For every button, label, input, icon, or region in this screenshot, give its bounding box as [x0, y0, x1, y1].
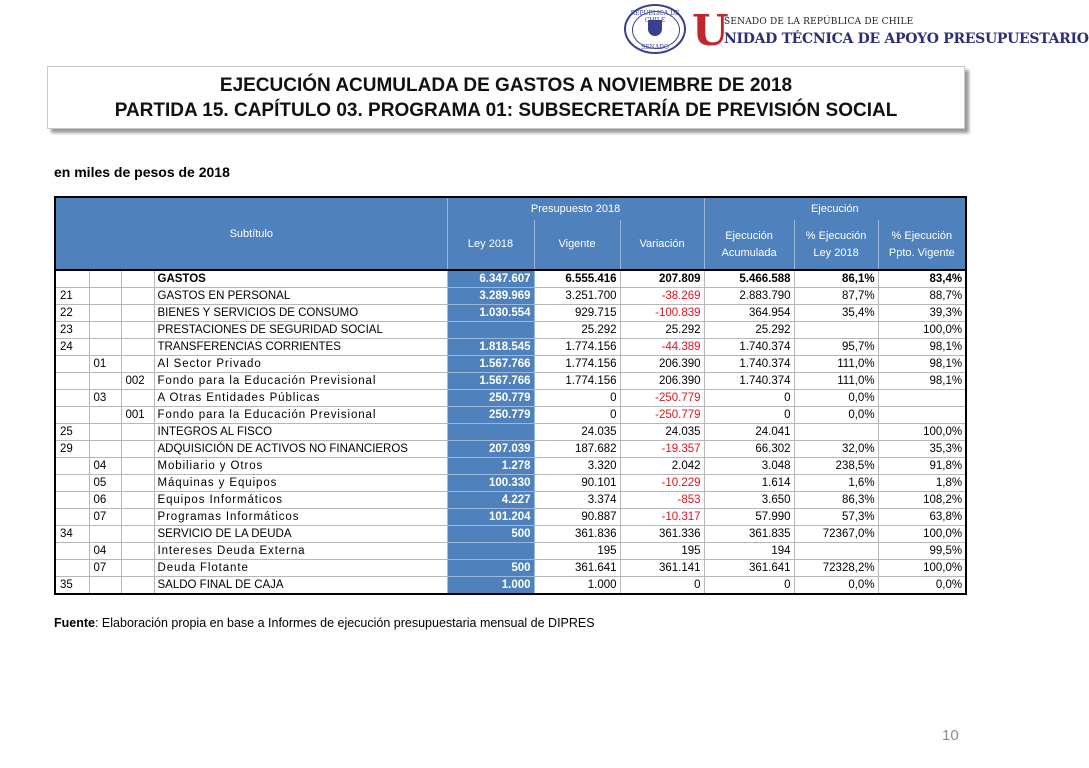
cell-name: GASTOS — [154, 270, 447, 288]
table-row — [55, 560, 966, 577]
cell-ejec: 66.302 — [704, 441, 794, 458]
cell-c3 — [121, 288, 154, 305]
table-row — [55, 424, 966, 441]
cell-c1: 25 — [55, 424, 89, 441]
cell-c3 — [121, 458, 154, 475]
cell-ley — [447, 424, 534, 441]
cell-pct-vig: 35,3% — [878, 441, 966, 458]
cell-c2: 04 — [89, 458, 121, 475]
cell-c1: 35 — [55, 577, 89, 595]
cell-variacion: 361.336 — [620, 526, 704, 543]
cell-pct-vig: 100,0% — [878, 526, 966, 543]
cell-vigente: 361.641 — [534, 560, 620, 577]
cell-variacion: 24.035 — [620, 424, 704, 441]
cell-variacion: 2.042 — [620, 458, 704, 475]
cell-c3: 001 — [121, 407, 154, 424]
cell-variacion: 361.141 — [620, 560, 704, 577]
cell-c3 — [121, 543, 154, 560]
page-subtitle: PARTIDA 15. CAPÍTULO 03. PROGRAMA 01: SUBSECRETARÍA DE PREVISIÓN SOCIAL — [114, 100, 898, 121]
header-ejecucion: Ejecución — [704, 197, 966, 220]
cell-c2: 05 — [89, 475, 121, 492]
cell-pct-vig: 99,5% — [878, 543, 966, 560]
header-vigente: Vigente — [534, 220, 620, 270]
cell-pct-vig: 98,1% — [878, 339, 966, 356]
cell-name: Programas Informáticos — [154, 509, 447, 526]
cell-name: TRANSFERENCIAS CORRIENTES — [154, 339, 447, 356]
table-row — [55, 390, 966, 407]
cell-name: Máquinas y Equipos — [154, 475, 447, 492]
cell-pct-ley — [794, 543, 878, 560]
cell-pct-ley — [794, 424, 878, 441]
table-row — [55, 509, 966, 526]
cell-c2 — [89, 288, 121, 305]
cell-vigente: 1.774.156 — [534, 373, 620, 390]
header-pct-vigente: % Ejecución Ppto. Vigente — [878, 220, 966, 270]
cell-pct-vig: 63,8% — [878, 509, 966, 526]
table-row — [55, 577, 966, 595]
cell-ley: 250.779 — [447, 390, 534, 407]
cell-ley — [447, 322, 534, 339]
title-box — [47, 66, 965, 129]
cell-vigente: 3.251.700 — [534, 288, 620, 305]
cell-name: Deuda Flotante — [154, 560, 447, 577]
cell-name: Al Sector Privado — [154, 356, 447, 373]
table-row — [55, 475, 966, 492]
header-subtitulo: Subtítulo — [55, 197, 447, 270]
cell-c3 — [121, 509, 154, 526]
table-row — [55, 356, 966, 373]
seal-bottom-text: SENADO — [641, 44, 669, 51]
cell-c3 — [121, 577, 154, 595]
cell-ley: 100.330 — [447, 475, 534, 492]
page-title: EJECUCIÓN ACUMULADA DE GASTOS A NOVIEMBRE DE 2018 — [219, 75, 793, 96]
cell-ejec: 2.883.790 — [704, 288, 794, 305]
cell-vigente: 187.682 — [534, 441, 620, 458]
cell-ejec: 361.835 — [704, 526, 794, 543]
table-row — [55, 339, 966, 356]
table-row — [55, 526, 966, 543]
cell-c1 — [55, 407, 89, 424]
cell-c3 — [121, 441, 154, 458]
cell-vigente: 25.292 — [534, 322, 620, 339]
table-row — [55, 543, 966, 560]
cell-ejec: 194 — [704, 543, 794, 560]
cell-ley: 1.567.766 — [447, 356, 534, 373]
cell-variacion: -38.269 — [620, 288, 704, 305]
cell-c1: 22 — [55, 305, 89, 322]
cell-c3: 002 — [121, 373, 154, 390]
cell-c3 — [121, 492, 154, 509]
units-label: en miles de pesos de 2018 — [54, 164, 230, 180]
cell-ley: 3.289.969 — [447, 288, 534, 305]
cell-c1 — [55, 458, 89, 475]
cell-pct-ley: 35,4% — [794, 305, 878, 322]
cell-vigente: 3.320 — [534, 458, 620, 475]
cell-name: A Otras Entidades Públicas — [154, 390, 447, 407]
cell-ejec: 361.641 — [704, 560, 794, 577]
cell-variacion: 206.390 — [620, 373, 704, 390]
cell-name: Mobiliario y Otros — [154, 458, 447, 475]
cell-vigente: 1.774.156 — [534, 339, 620, 356]
table-row — [55, 270, 966, 288]
cell-ley: 500 — [447, 560, 534, 577]
cell-variacion: 195 — [620, 543, 704, 560]
cell-name: BIENES Y SERVICIOS DE CONSUMO — [154, 305, 447, 322]
cell-vigente: 6.555.416 — [534, 270, 620, 288]
cell-ley: 1.278 — [447, 458, 534, 475]
cell-ejec: 1.614 — [704, 475, 794, 492]
cell-c2: 01 — [89, 356, 121, 373]
cell-variacion: -250.779 — [620, 390, 704, 407]
cell-c1: 23 — [55, 322, 89, 339]
cell-c3 — [121, 424, 154, 441]
cell-c2 — [89, 305, 121, 322]
cell-c2 — [89, 270, 121, 288]
header-pct-ley: % Ejecución Ley 2018 — [794, 220, 878, 270]
cell-pct-vig — [878, 407, 966, 424]
source-text: : Elaboración propia en base a Informes de ejecución presupuestaria mensual de DIPRES — [94, 616, 595, 630]
cell-c2: 04 — [89, 543, 121, 560]
cell-c2 — [89, 526, 121, 543]
cell-variacion: -44.389 — [620, 339, 704, 356]
cell-ley: 101.204 — [447, 509, 534, 526]
source-label: Fuente — [54, 616, 95, 630]
cell-c3 — [121, 560, 154, 577]
cell-c2: 06 — [89, 492, 121, 509]
senate-seal-icon — [624, 4, 686, 54]
cell-vigente: 361.836 — [534, 526, 620, 543]
cell-pct-ley: 95,7% — [794, 339, 878, 356]
cell-c3 — [121, 322, 154, 339]
cell-vigente: 1.000 — [534, 577, 620, 595]
cell-pct-ley: 111,0% — [794, 356, 878, 373]
cell-variacion: -10.229 — [620, 475, 704, 492]
cell-variacion: -10.317 — [620, 509, 704, 526]
table-row — [55, 407, 966, 424]
cell-c3 — [121, 390, 154, 407]
cell-pct-ley: 57,3% — [794, 509, 878, 526]
cell-ley: 6.347.607 — [447, 270, 534, 288]
cell-vigente: 0 — [534, 390, 620, 407]
header-presupuesto: Presupuesto 2018 — [447, 197, 704, 220]
cell-ejec: 5.466.588 — [704, 270, 794, 288]
cell-name: SERVICIO DE LA DEUDA — [154, 526, 447, 543]
seal-top-text: REPÚBLICA DE CHILE — [630, 10, 680, 24]
cell-ley: 1.000 — [447, 577, 534, 595]
cell-ejec: 1.740.374 — [704, 339, 794, 356]
cell-ejec: 0 — [704, 390, 794, 407]
cell-c2 — [89, 407, 121, 424]
cell-ley — [447, 543, 534, 560]
cell-c2 — [89, 322, 121, 339]
cell-pct-ley: 238,5% — [794, 458, 878, 475]
cell-c3 — [121, 356, 154, 373]
cell-pct-ley: 72367,0% — [794, 526, 878, 543]
cell-ejec: 24.041 — [704, 424, 794, 441]
cell-pct-vig: 108,2% — [878, 492, 966, 509]
cell-c2: 03 — [89, 390, 121, 407]
cell-pct-ley: 87,7% — [794, 288, 878, 305]
cell-name: Fondo para la Educación Previsional — [154, 407, 447, 424]
cell-ley: 4.227 — [447, 492, 534, 509]
cell-pct-ley — [794, 322, 878, 339]
logo-line-2: NIDAD TÉCNICA DE APOYO PRESUPUESTARIO — [724, 31, 1089, 47]
table-row — [55, 492, 966, 509]
cell-pct-vig: 100,0% — [878, 560, 966, 577]
cell-c2 — [89, 424, 121, 441]
cell-pct-ley: 1,6% — [794, 475, 878, 492]
cell-c1 — [55, 475, 89, 492]
cell-c1 — [55, 560, 89, 577]
cell-ejec: 1.740.374 — [704, 373, 794, 390]
cell-ley: 500 — [447, 526, 534, 543]
cell-vigente: 929.715 — [534, 305, 620, 322]
cell-variacion: -853 — [620, 492, 704, 509]
cell-vigente: 90.101 — [534, 475, 620, 492]
cell-ejec: 1.740.374 — [704, 356, 794, 373]
cell-pct-vig: 39,3% — [878, 305, 966, 322]
cell-c2 — [89, 373, 121, 390]
cell-variacion: -100.839 — [620, 305, 704, 322]
logo-initial: U — [692, 6, 729, 55]
cell-pct-vig: 88,7% — [878, 288, 966, 305]
cell-pct-ley: 86,3% — [794, 492, 878, 509]
table-row — [55, 373, 966, 390]
cell-pct-ley: 111,0% — [794, 373, 878, 390]
cell-name: PRESTACIONES DE SEGURIDAD SOCIAL — [154, 322, 447, 339]
cell-vigente: 0 — [534, 407, 620, 424]
page-number: 10 — [942, 727, 959, 744]
cell-pct-vig: 1,8% — [878, 475, 966, 492]
cell-variacion: -19.357 — [620, 441, 704, 458]
cell-c1 — [55, 356, 89, 373]
cell-name: Intereses Deuda Externa — [154, 543, 447, 560]
cell-pct-ley: 32,0% — [794, 441, 878, 458]
cell-c1: 24 — [55, 339, 89, 356]
cell-c2 — [89, 441, 121, 458]
source-note — [54, 616, 595, 630]
cell-c1: 34 — [55, 526, 89, 543]
cell-pct-ley: 72328,2% — [794, 560, 878, 577]
header-ley: Ley 2018 — [447, 220, 534, 270]
cell-ejec: 3.650 — [704, 492, 794, 509]
cell-vigente: 195 — [534, 543, 620, 560]
table-row — [55, 288, 966, 305]
senate-logo — [624, 4, 1089, 56]
cell-pct-vig: 100,0% — [878, 322, 966, 339]
cell-ejec: 364.954 — [704, 305, 794, 322]
cell-name: ADQUISICIÓN DE ACTIVOS NO FINANCIEROS — [154, 441, 447, 458]
cell-pct-ley: 0,0% — [794, 407, 878, 424]
table-row — [55, 458, 966, 475]
table-row — [55, 441, 966, 458]
cell-c2: 07 — [89, 560, 121, 577]
cell-name: Fondo para la Educación Previsional — [154, 373, 447, 390]
cell-variacion: 207.809 — [620, 270, 704, 288]
cell-pct-ley: 86,1% — [794, 270, 878, 288]
table-body — [55, 270, 966, 594]
cell-c1 — [55, 492, 89, 509]
cell-pct-vig — [878, 390, 966, 407]
cell-c1 — [55, 390, 89, 407]
cell-c1 — [55, 543, 89, 560]
cell-vigente: 90.887 — [534, 509, 620, 526]
cell-ley: 1.567.766 — [447, 373, 534, 390]
cell-pct-vig: 91,8% — [878, 458, 966, 475]
header-ejecucion-acumulada: Ejecución Acumulada — [704, 220, 794, 270]
cell-c1 — [55, 509, 89, 526]
cell-pct-vig: 98,1% — [878, 373, 966, 390]
cell-ley: 207.039 — [447, 441, 534, 458]
cell-pct-vig: 100,0% — [878, 424, 966, 441]
cell-vigente: 3.374 — [534, 492, 620, 509]
cell-c3 — [121, 526, 154, 543]
cell-ejec: 0 — [704, 577, 794, 595]
cell-ejec: 3.048 — [704, 458, 794, 475]
cell-name: GASTOS EN PERSONAL — [154, 288, 447, 305]
cell-pct-vig: 83,4% — [878, 270, 966, 288]
cell-vigente: 24.035 — [534, 424, 620, 441]
cell-name: SALDO FINAL DE CAJA — [154, 577, 447, 595]
cell-variacion: -250.779 — [620, 407, 704, 424]
cell-name: Equipos Informáticos — [154, 492, 447, 509]
cell-c2 — [89, 339, 121, 356]
cell-c1: 29 — [55, 441, 89, 458]
cell-pct-vig: 0,0% — [878, 577, 966, 595]
cell-ejec: 57.990 — [704, 509, 794, 526]
cell-c2: 07 — [89, 509, 121, 526]
cell-c3 — [121, 270, 154, 288]
cell-variacion: 0 — [620, 577, 704, 595]
table-row — [55, 322, 966, 339]
cell-ejec: 25.292 — [704, 322, 794, 339]
cell-ley: 250.779 — [447, 407, 534, 424]
cell-variacion: 25.292 — [620, 322, 704, 339]
budget-table — [54, 196, 967, 595]
cell-c2 — [89, 577, 121, 595]
cell-ejec: 0 — [704, 407, 794, 424]
table-row — [55, 305, 966, 322]
cell-c1: 21 — [55, 288, 89, 305]
cell-c1 — [55, 270, 89, 288]
cell-variacion: 206.390 — [620, 356, 704, 373]
cell-pct-vig: 98,1% — [878, 356, 966, 373]
cell-c3 — [121, 339, 154, 356]
cell-name: INTEGROS AL FISCO — [154, 424, 447, 441]
cell-pct-ley: 0,0% — [794, 390, 878, 407]
cell-c1 — [55, 373, 89, 390]
cell-vigente: 1.774.156 — [534, 356, 620, 373]
cell-ley: 1.818.545 — [447, 339, 534, 356]
header-variacion: Variación — [620, 220, 704, 270]
cell-pct-ley: 0,0% — [794, 577, 878, 595]
cell-ley: 1.030.554 — [447, 305, 534, 322]
logo-line-1: SENADO DE LA REPÚBLICA DE CHILE — [724, 17, 914, 27]
cell-c3 — [121, 305, 154, 322]
cell-c3 — [121, 475, 154, 492]
